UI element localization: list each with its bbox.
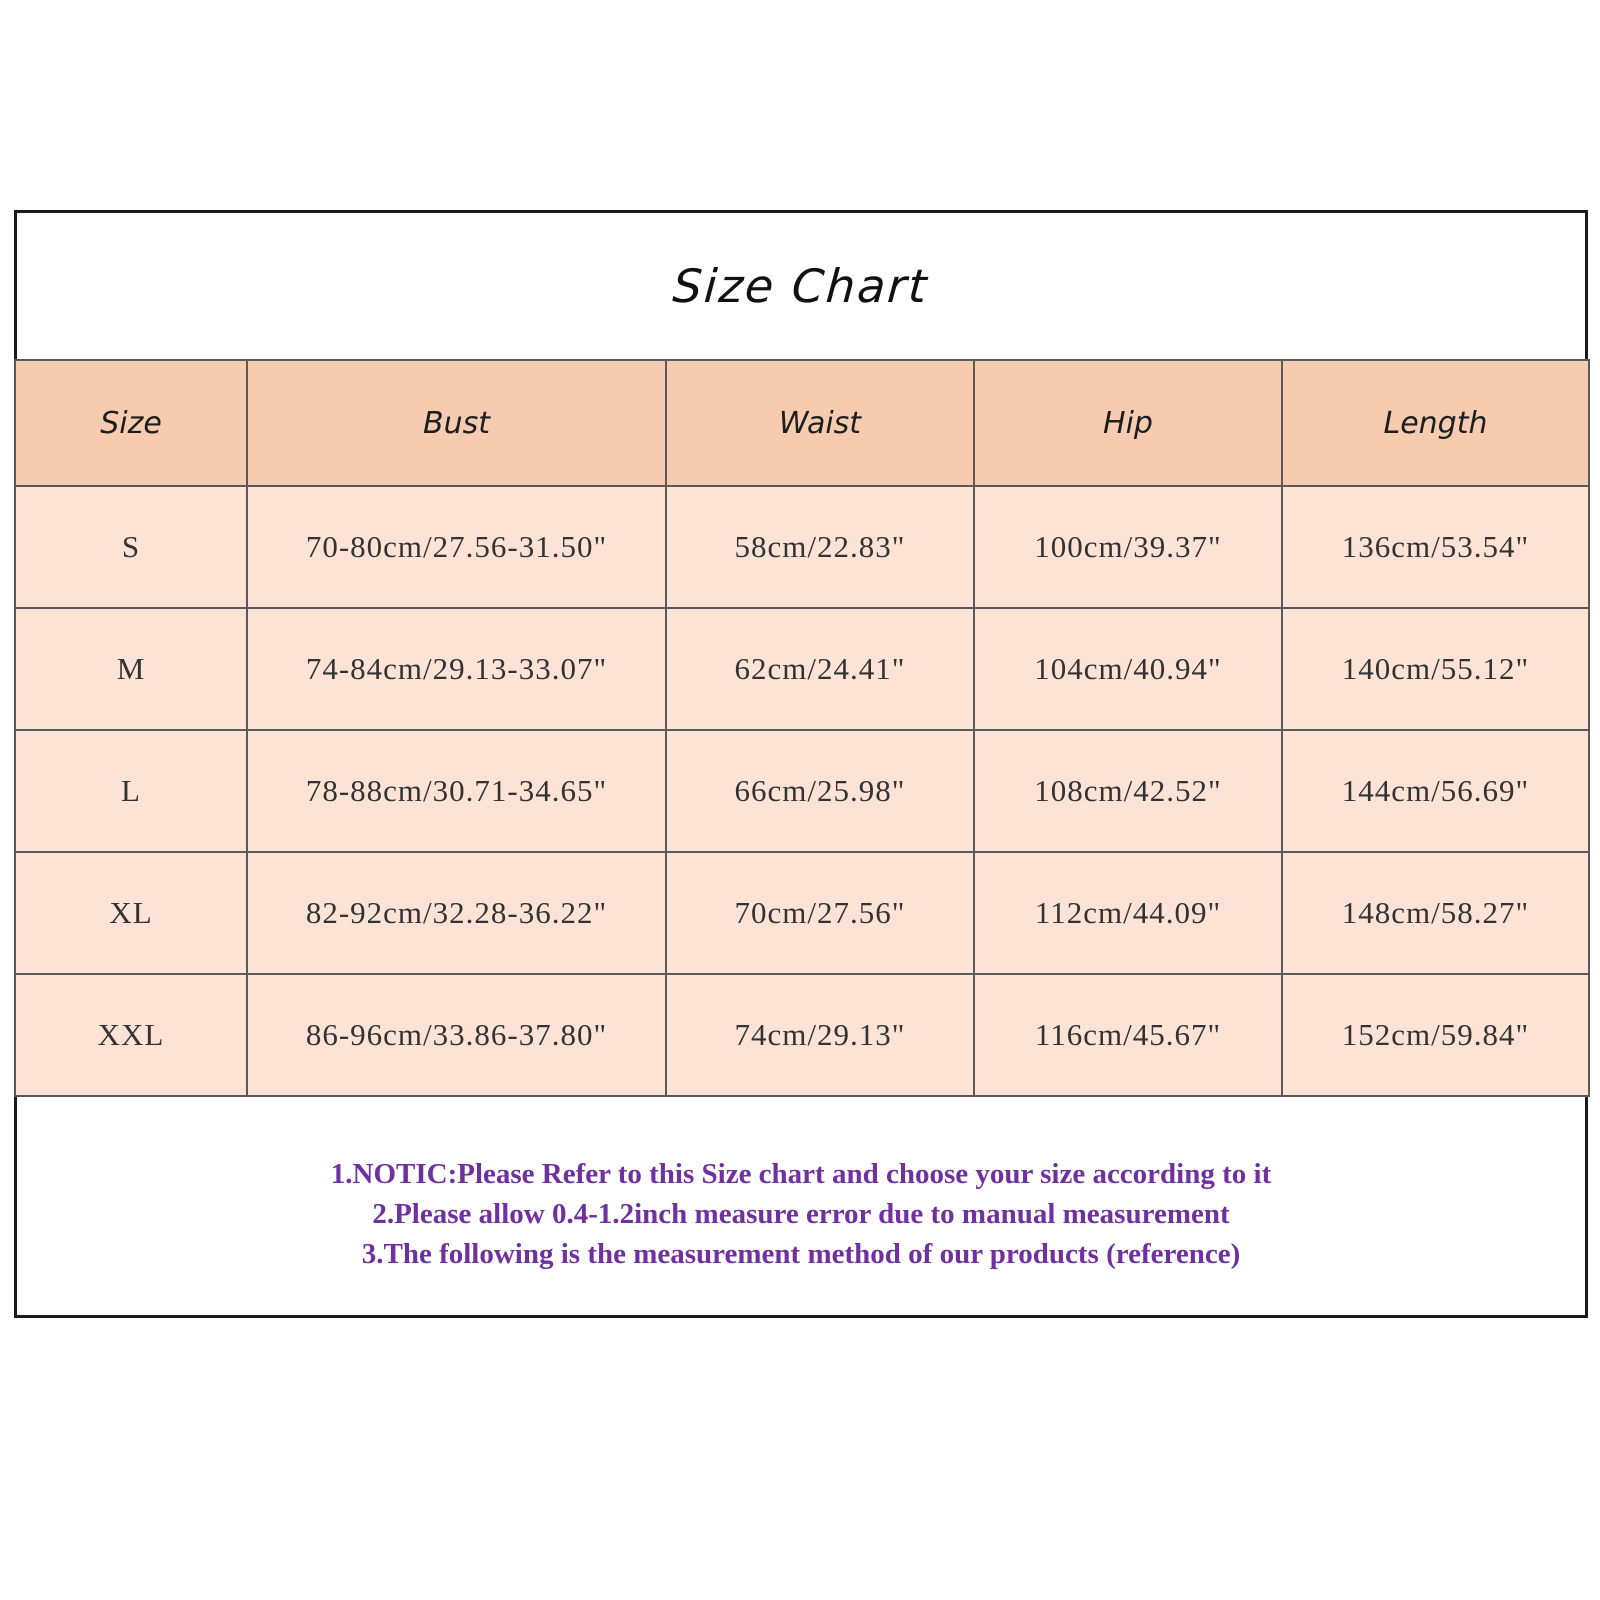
table-row (15, 852, 1589, 974)
notes-section (17, 1113, 1585, 1315)
cell-waist: 58cm/22.83" (666, 486, 974, 608)
cell-waist: 66cm/25.98" (666, 730, 974, 852)
note-3: 3.The following is the measurement method of our products (reference) (361, 1238, 1241, 1270)
note-1: 1.NOTIC:Please Refer to this Size chart and choose your size according to it (330, 1158, 1272, 1190)
title-band (17, 213, 1585, 359)
header-waist: Waist (666, 360, 974, 486)
cell-bust: 78-88cm/30.71-34.65" (247, 730, 666, 852)
size-chart (14, 210, 1588, 1318)
cell-bust: 86-96cm/33.86-37.80" (247, 974, 666, 1096)
cell-waist: 74cm/29.13" (666, 974, 974, 1096)
cell-length: 144cm/56.69" (1282, 730, 1589, 852)
cell-length: 148cm/58.27" (1282, 852, 1589, 974)
cell-waist: 70cm/27.56" (666, 852, 974, 974)
size-table (14, 359, 1590, 1097)
header-hip: Hip (974, 360, 1282, 486)
cell-bust: 70-80cm/27.56-31.50" (247, 486, 666, 608)
cell-hip: 104cm/40.94" (974, 608, 1282, 730)
note-2: 2.Please allow 0.4-1.2inch measure error due to manual measurement (372, 1198, 1230, 1230)
cell-size: XXL (15, 974, 247, 1096)
cell-bust: 82-92cm/32.28-36.22" (247, 852, 666, 974)
cell-size: XL (15, 852, 247, 974)
cell-hip: 116cm/45.67" (974, 974, 1282, 1096)
cell-bust: 74-84cm/29.13-33.07" (247, 608, 666, 730)
cell-length: 136cm/53.54" (1282, 486, 1589, 608)
cell-size: M (15, 608, 247, 730)
table-row (15, 486, 1589, 608)
cell-size: L (15, 730, 247, 852)
cell-hip: 100cm/39.37" (974, 486, 1282, 608)
cell-length: 140cm/55.12" (1282, 608, 1589, 730)
header-bust: Bust (247, 360, 666, 486)
table-header-row (15, 360, 1589, 486)
header-length: Length (1282, 360, 1589, 486)
cell-hip: 112cm/44.09" (974, 852, 1282, 974)
cell-length: 152cm/59.84" (1282, 974, 1589, 1096)
cell-hip: 108cm/42.52" (974, 730, 1282, 852)
table-row (15, 730, 1589, 852)
cell-waist: 62cm/24.41" (666, 608, 974, 730)
header-size: Size (15, 360, 247, 486)
chart-title: Size Chart (671, 259, 931, 313)
table-row (15, 608, 1589, 730)
cell-size: S (15, 486, 247, 608)
table-row (15, 974, 1589, 1096)
